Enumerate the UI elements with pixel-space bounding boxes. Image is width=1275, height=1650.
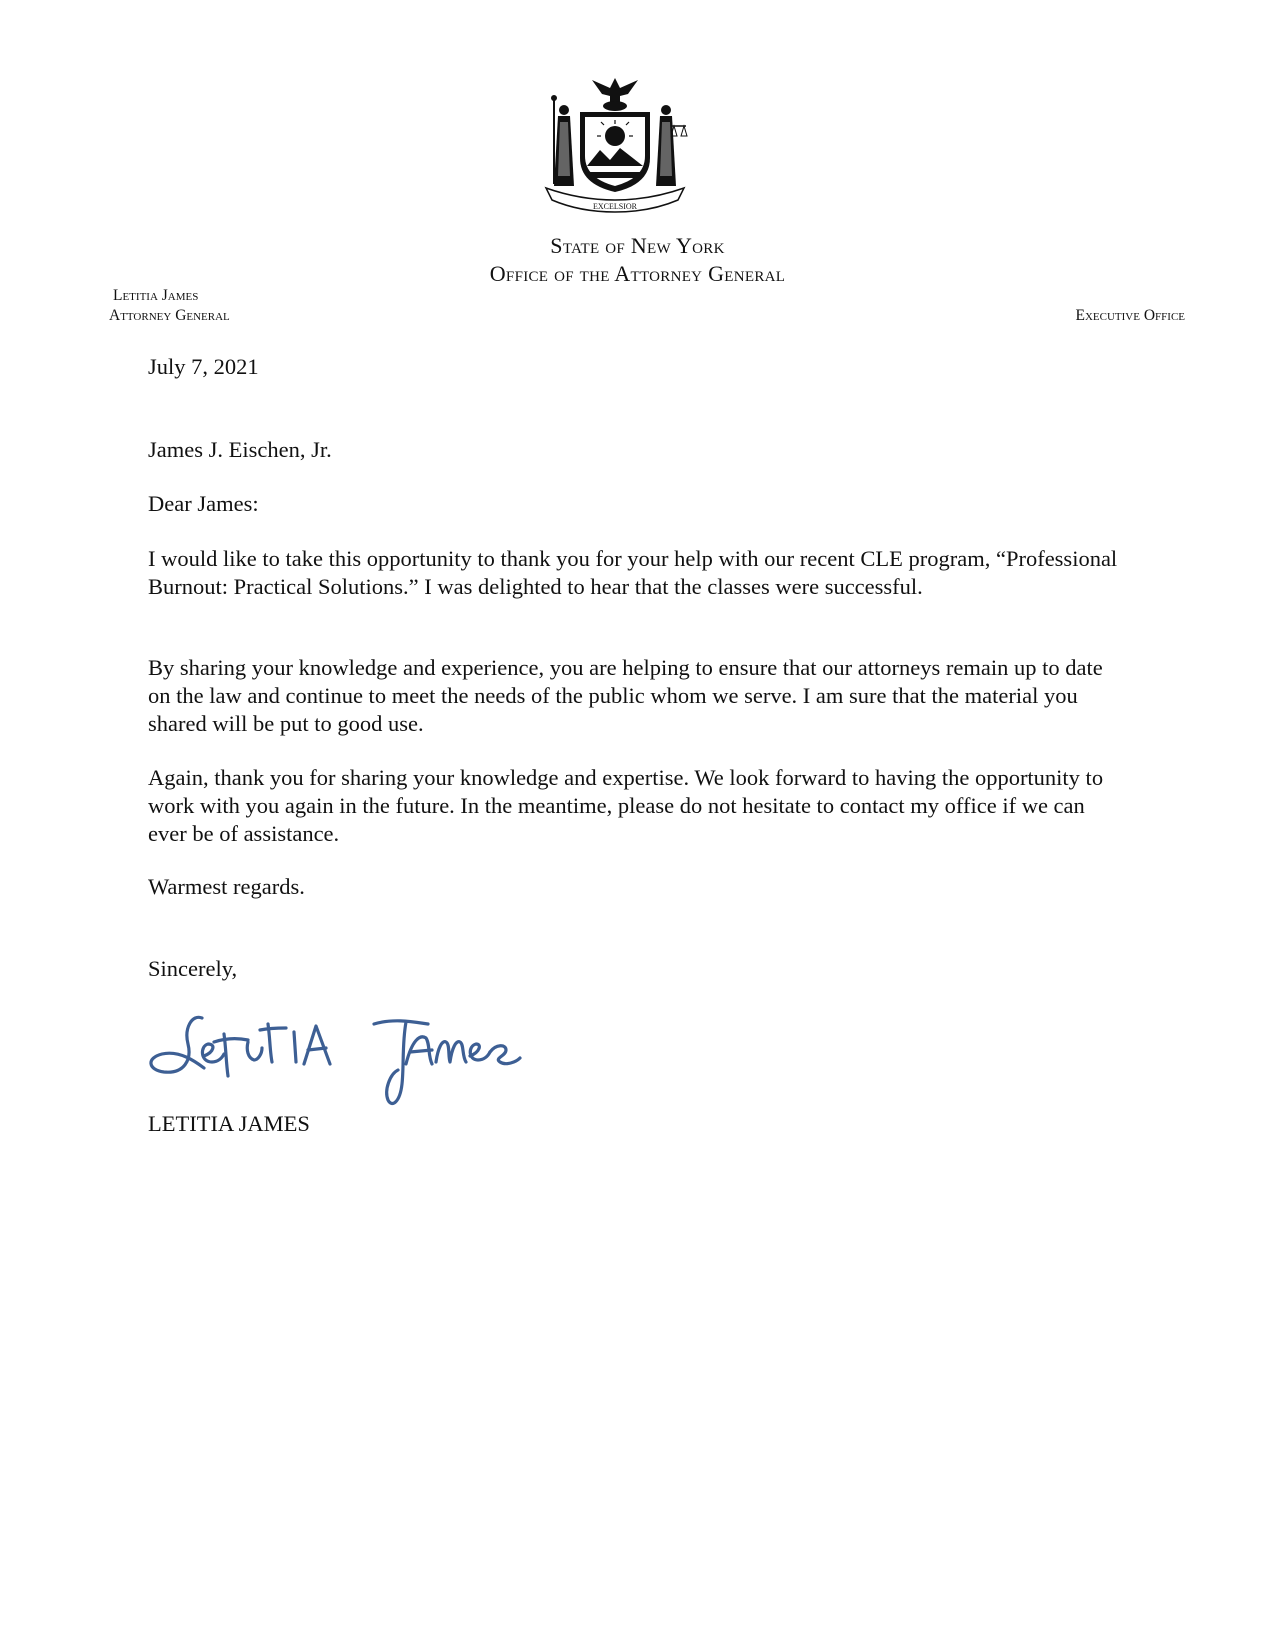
signatory-name: LETITIA JAMES [148,1111,310,1136]
new-york-state-seal [540,66,690,216]
office-name-heading: Office of the Attorney General [489,261,786,286]
letter-date: July 7, 2021 [148,354,259,379]
justice-figure-icon [656,105,687,186]
eagle-icon [592,78,638,111]
body-paragraph-2: By sharing your knowledge and experience, you are helping to ensure that our attorneys remain up to date on the law and continue to meet the needs of the public whom we serve. I am sure that the material you shared will be put to good use. [148,655,1103,736]
attorney-general-title: Attorney General [109,307,230,324]
body-paragraph-1: I would like to take this opportunity to thank you for your help with our recent CLE program, “Professional Burnout: Practical Solutions.” I was delighted to hear that the classes were successful. [148,546,1118,599]
liberty-figure-icon [551,95,574,186]
handwritten-signature [144,1004,544,1114]
executive-office-label: Executive Office [1075,307,1185,324]
seal-motto: EXCELSIOR [593,202,637,211]
shield-icon [580,112,650,192]
attorney-general-name: Letitia James [113,287,199,304]
body-paragraph-3: Again, thank you for sharing your knowledge and expertise. We look forward to having the opportunity to work with you again in the future. In the meantime, please do not hesitate to contact my office if we can ever be of assistance. [148,765,1104,846]
salutation: Dear James: [148,491,259,516]
state-name-heading: State of New York [550,233,725,258]
sign-off: Sincerely, [148,956,238,981]
closing-line: Warmest regards. [148,874,305,899]
recipient-name: James J. Eischen, Jr. [148,437,332,462]
